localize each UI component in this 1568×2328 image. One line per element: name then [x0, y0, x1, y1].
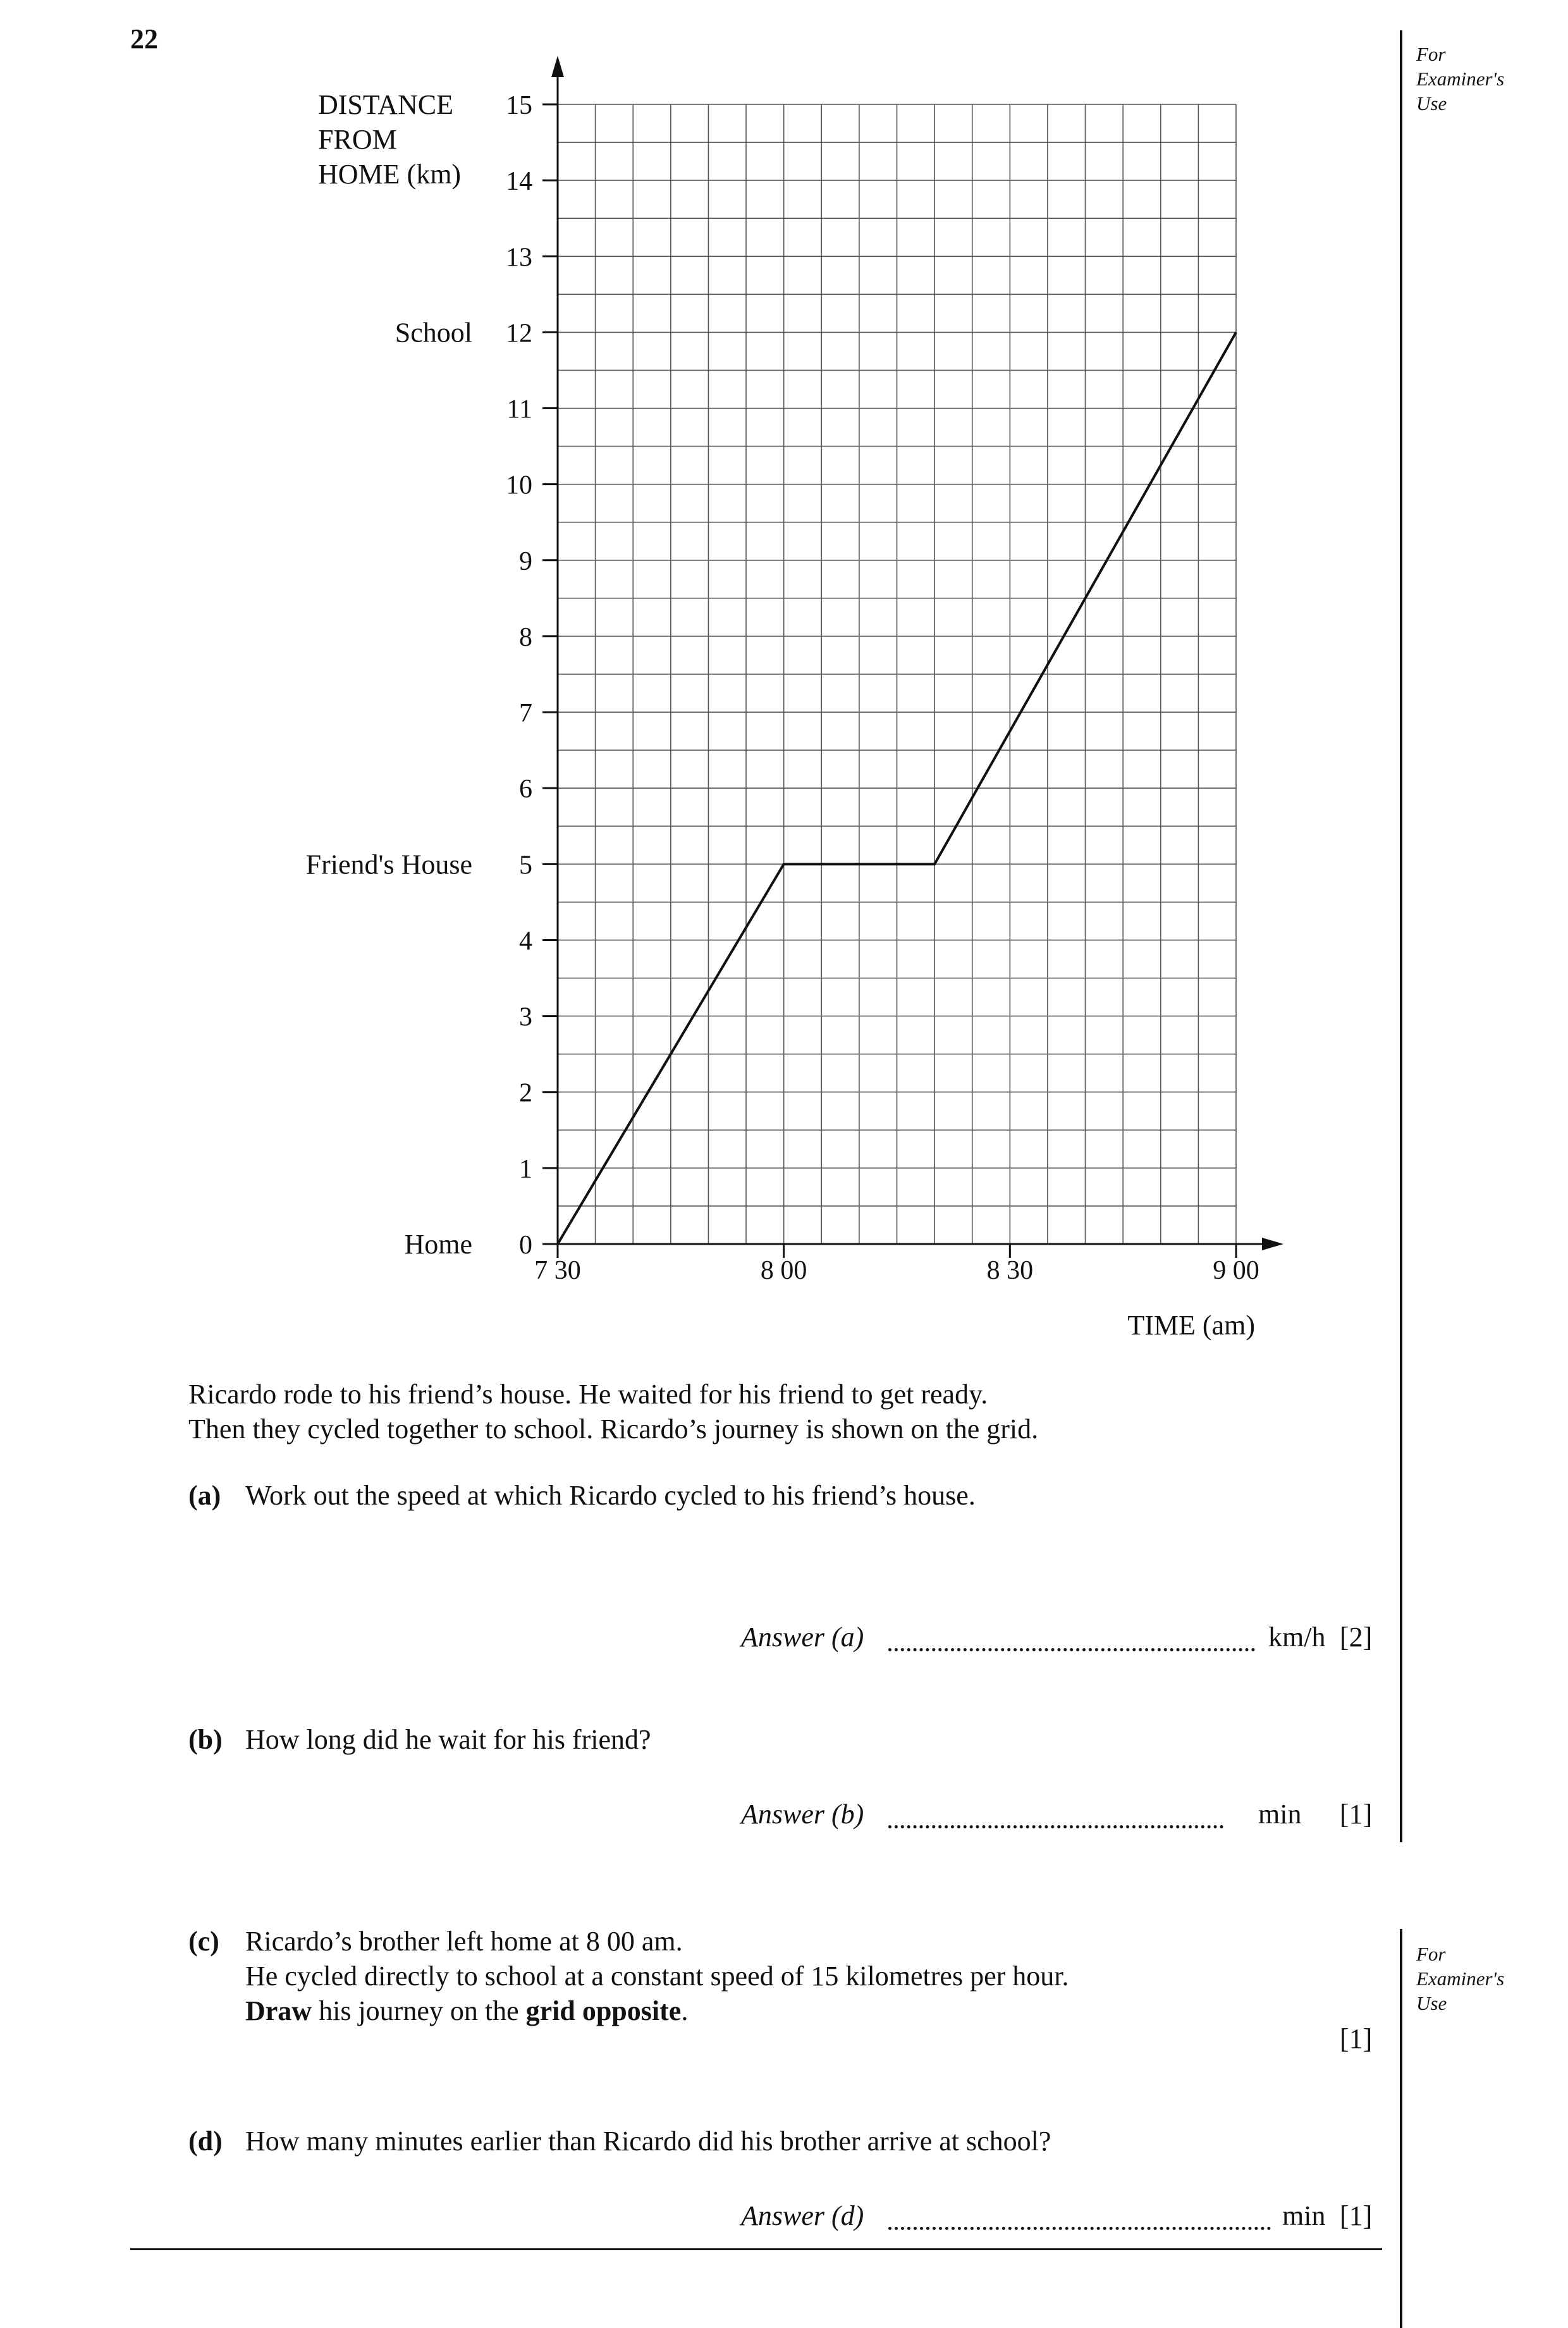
place-label: Home	[404, 1229, 472, 1260]
text-segment: .	[681, 1995, 689, 2026]
marks-c: [1]	[1340, 2023, 1373, 2054]
x-tick-label: 7 30	[534, 1256, 581, 1285]
intro-line: Then they cycled together to school. Ricardo’s journey is shown on the grid.	[188, 1413, 1039, 1444]
question-letter: (d)	[188, 2126, 223, 2157]
question-text-line: He cycled directly to school at a constant speed of 15 kilometres per hour.	[245, 1961, 1069, 1992]
x-tick-label: 8 30	[986, 1256, 1034, 1285]
y-tick-label: 7	[519, 699, 532, 729]
unit-d: min	[1282, 2200, 1326, 2231]
examiner-note-line: For	[1416, 43, 1446, 65]
y-tick-label: 3	[519, 1002, 532, 1032]
text-segment: his journey on the	[312, 1995, 526, 2026]
y-tick-label: 10	[506, 471, 532, 500]
y-axis-title-line: DISTANCE	[318, 89, 454, 120]
y-tick-label: 11	[506, 395, 532, 424]
question-letter: (b)	[188, 1724, 223, 1755]
question-text: How many minutes earlier than Ricardo did his brother arrive at school?	[245, 2126, 1051, 2157]
y-tick-label: 2	[519, 1078, 532, 1108]
y-tick-label: 13	[506, 243, 532, 273]
page-number: 22	[130, 23, 158, 54]
answer-label-d: Answer (d)	[741, 2200, 864, 2231]
y-tick-label: 5	[519, 851, 532, 880]
examiner-note-line: Use	[1416, 92, 1447, 114]
examiner-use-note-bottom	[1416, 1942, 1504, 2016]
answer-field-b[interactable]	[888, 1823, 1223, 1828]
y-tick-label: 6	[519, 775, 532, 804]
question-text: How long did he wait for his friend?	[245, 1724, 651, 1755]
x-tick-label: 8 00	[760, 1256, 807, 1285]
y-tick-label: 15	[506, 91, 532, 120]
answer-field-d[interactable]	[888, 2224, 1271, 2230]
y-axis-title-line: FROM	[318, 124, 397, 155]
question-b	[188, 1722, 1326, 1760]
bottom-rule	[130, 2248, 1382, 2250]
question-text-line: Ricardo’s brother left home at 8 00 am.	[245, 1926, 683, 1957]
marks-b: [1]	[1340, 1799, 1373, 1830]
y-tick-label: 1	[519, 1154, 532, 1184]
y-tick-label: 8	[519, 622, 532, 652]
y-tick-label: 0	[519, 1231, 532, 1260]
question-letter: (a)	[188, 1480, 221, 1511]
unit-a: km/h	[1268, 1622, 1326, 1653]
y-tick-label: 14	[506, 167, 532, 197]
bold-grid-opposite: grid opposite	[525, 1995, 682, 2026]
place-labels	[306, 317, 472, 1260]
question-text: Work out the speed at which Ricardo cycled to his friend’s house.	[245, 1480, 976, 1511]
y-axis-arrow	[551, 56, 564, 77]
examiner-note-line: Examiner's	[1416, 1968, 1505, 1990]
question-letter: (c)	[188, 1926, 219, 1957]
marks-d: [1]	[1340, 2200, 1373, 2231]
x-axis-title: TIME (am)	[1127, 1310, 1255, 1341]
y-tick-label: 12	[506, 319, 532, 348]
y-axis-title-line: HOME (km)	[318, 159, 462, 190]
question-d	[188, 2124, 1358, 2162]
x-tick-label: 9 00	[1213, 1256, 1259, 1285]
question-a	[188, 1478, 1326, 1516]
intro-text	[188, 1377, 1038, 1446]
answer-label-a: Answer (a)	[741, 1622, 864, 1653]
bold-draw: Draw	[245, 1995, 312, 2026]
place-label: Friend's House	[305, 849, 472, 880]
answer-label-b: Answer (b)	[741, 1799, 864, 1830]
examiner-note-line: Use	[1416, 1992, 1447, 2014]
question-text-line	[245, 1993, 688, 2028]
tick-labels	[506, 91, 1259, 1285]
x-axis-arrow	[1262, 1238, 1283, 1250]
intro-line: Ricardo rode to his friend’s house. He waited for his friend to get ready.	[188, 1379, 988, 1410]
answer-field-a[interactable]	[888, 1646, 1255, 1651]
question-c	[188, 1924, 1326, 2031]
y-tick-label: 9	[519, 546, 532, 576]
unit-b: min	[1258, 1799, 1302, 1830]
examiner-note-line: For	[1416, 1943, 1446, 1965]
place-label: School	[395, 317, 472, 348]
examiner-margin-rule-bottom	[1400, 1929, 1402, 2328]
marks-a: [2]	[1340, 1622, 1373, 1653]
y-tick-label: 4	[519, 927, 532, 956]
examiner-note-line: Examiner's	[1416, 68, 1505, 90]
